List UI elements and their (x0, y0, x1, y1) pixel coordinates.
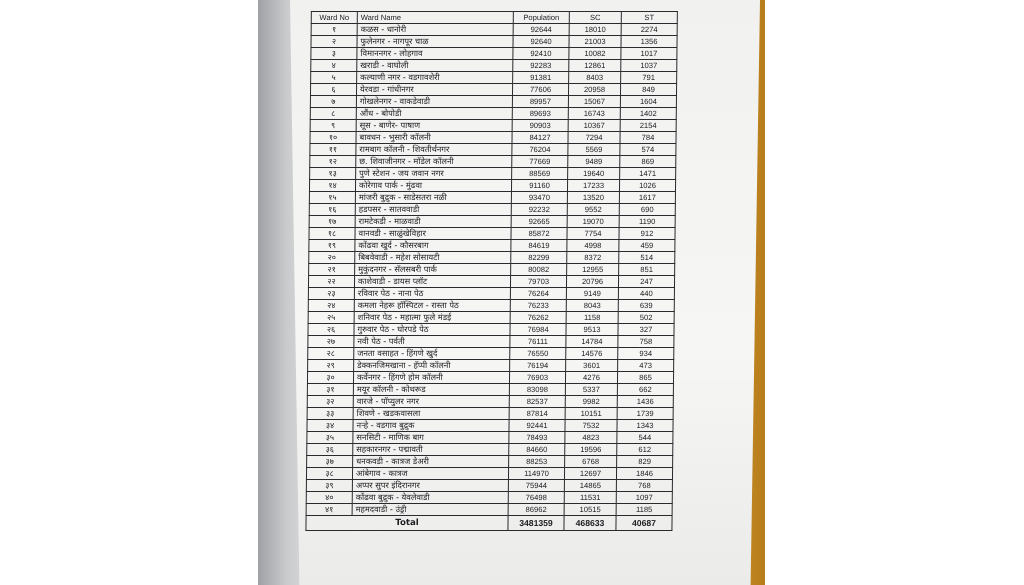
population-cell: 82299 (511, 252, 567, 264)
st-cell: 784 (620, 132, 676, 144)
sc-cell: 19070 (567, 216, 619, 228)
st-cell: 849 (620, 84, 676, 96)
ward-no-cell: ३३ (307, 408, 353, 420)
table-row (309, 180, 675, 192)
ward-name-cell: कळस - धानोरी (357, 24, 513, 36)
table-row (311, 72, 677, 84)
sc-cell: 10151 (565, 408, 617, 420)
ward-no-cell: ३० (307, 372, 353, 384)
ward-name-cell: वानवडी - साळुंखेविहार (355, 228, 511, 240)
sc-cell: 13520 (567, 192, 619, 204)
header-st: ST (621, 12, 677, 24)
table-row (309, 240, 675, 252)
st-cell: 1343 (617, 420, 673, 432)
ward-name-cell: हडपसर - सातववाडी (355, 204, 511, 216)
sc-cell: 4823 (565, 432, 617, 444)
sc-cell: 15067 (568, 96, 620, 108)
ward-no-cell: २६ (308, 324, 354, 336)
ward-name-cell: गुरुवार पेठ - घोरपडे पेठ (354, 324, 510, 336)
table-row (307, 372, 673, 384)
population-cell: 75944 (508, 480, 564, 492)
population-cell: 86962 (508, 504, 564, 516)
table-row (309, 264, 675, 276)
ward-name-cell: रामबाग कॉलनी - शिवतीर्थनगर (356, 144, 512, 156)
table-row (308, 288, 674, 300)
st-cell: 768 (616, 480, 672, 492)
population-cell: 91381 (513, 72, 569, 84)
ward-name-cell: डेक्कनजिमखाना - हॅप्पी कॉलनी (354, 360, 510, 372)
table-row (309, 204, 675, 216)
population-cell: 92665 (511, 216, 567, 228)
ward-no-cell: २० (309, 252, 355, 264)
population-cell: 80082 (511, 264, 567, 276)
sc-cell: 9982 (565, 396, 617, 408)
sc-cell: 9552 (567, 204, 619, 216)
ward-name-cell: गोखलेनगर - वाकडेवाडी (356, 96, 512, 108)
ward-no-cell: ३४ (307, 420, 353, 432)
ward-name-cell: विमाननगर - लोहगाव (357, 48, 513, 60)
st-cell: 327 (618, 324, 674, 336)
table-row (307, 384, 673, 396)
table-row (310, 144, 676, 156)
population-cell: 88253 (509, 456, 565, 468)
table-row (307, 444, 673, 456)
st-cell: 1436 (617, 396, 673, 408)
ward-name-cell: कोंढवा बुद्रुक - येवलेवाडी (352, 492, 508, 504)
population-cell: 76984 (510, 324, 566, 336)
st-cell: 1026 (619, 180, 675, 192)
table-row (309, 252, 675, 264)
sc-cell: 12697 (564, 468, 616, 480)
ward-name-cell: मुकुंदनगर - सॅलसबरी पार्क (355, 264, 511, 276)
population-cell: 76550 (510, 348, 566, 360)
ward-name-cell: कल्याणी नगर - वडगावशेरी (357, 72, 513, 84)
st-cell: 473 (618, 360, 674, 372)
ward-name-cell: येरवडा - गांधीनगर (356, 84, 512, 96)
ward-no-cell: १३ (310, 168, 356, 180)
st-cell: 690 (619, 204, 675, 216)
ward-no-cell: २७ (308, 336, 354, 348)
st-cell: 1185 (616, 504, 672, 516)
population-cell: 89957 (512, 96, 568, 108)
header-ward-no: Ward No (311, 12, 357, 24)
sc-cell: 19640 (568, 168, 620, 180)
ward-no-cell: ३९ (306, 480, 352, 492)
table-row (308, 360, 674, 372)
ward-no-cell: १० (310, 132, 356, 144)
ward-no-cell: १५ (309, 192, 355, 204)
ward-no-cell: २ (311, 36, 357, 48)
sc-cell: 14865 (564, 480, 616, 492)
st-cell: 514 (619, 252, 675, 264)
sc-cell: 12955 (567, 264, 619, 276)
st-cell: 1190 (619, 216, 675, 228)
table-row (307, 456, 673, 468)
population-cell: 85872 (511, 228, 567, 240)
sc-cell: 21003 (569, 36, 621, 48)
st-cell: 869 (620, 156, 676, 168)
sc-cell: 18010 (569, 24, 621, 36)
table-row (308, 324, 674, 336)
table-row (311, 48, 677, 60)
table-row (308, 336, 674, 348)
population-cell: 76233 (510, 300, 566, 312)
ward-name-cell: औंध - बोपोडी (356, 108, 512, 120)
header-ward-name: Ward Name (357, 12, 513, 24)
ward-no-cell: १ (311, 24, 357, 36)
population-cell: 93470 (511, 192, 567, 204)
population-cell: 76264 (510, 288, 566, 300)
st-cell: 612 (617, 444, 673, 456)
ward-no-cell: ४० (306, 492, 352, 504)
table-row (306, 468, 672, 480)
ward-name-cell: सनसिटी - माणिक बाग (353, 432, 509, 444)
table-body (306, 24, 677, 516)
ward-name-cell: शनिवार पेठ - महात्मा फुले मंडई (354, 312, 510, 324)
ward-name-cell: कर्वेनगर - हिंगणे होम कॉलनी (353, 372, 509, 384)
table-row (311, 60, 677, 72)
ward-no-cell: ६ (310, 84, 356, 96)
st-cell: 829 (617, 456, 673, 468)
st-cell: 1617 (619, 192, 675, 204)
st-cell: 1604 (620, 96, 676, 108)
sc-cell: 10367 (568, 120, 620, 132)
sc-cell: 5337 (565, 384, 617, 396)
population-cell: 76262 (510, 312, 566, 324)
sc-cell: 14784 (566, 336, 618, 348)
sc-cell: 11531 (564, 492, 616, 504)
population-cell: 76194 (510, 360, 566, 372)
ward-no-cell: ५ (311, 72, 357, 84)
population-cell: 77606 (512, 84, 568, 96)
table-row (307, 408, 673, 420)
ward-no-cell: ३८ (306, 468, 352, 480)
table-row (309, 192, 675, 204)
sc-cell: 14576 (566, 348, 618, 360)
sc-cell: 7754 (567, 228, 619, 240)
table-row (310, 120, 676, 132)
st-cell: 1402 (620, 108, 676, 120)
ward-no-cell: १६ (309, 204, 355, 216)
ward-name-cell: रविवार पेठ - नाना पेठ (354, 288, 510, 300)
ward-name-cell: जनता वसाहत - हिंगणे खुर्द (354, 348, 510, 360)
population-cell: 92232 (511, 204, 567, 216)
header-population: Population (513, 12, 569, 24)
table-row (309, 216, 675, 228)
table-row (308, 276, 674, 288)
st-cell: 502 (618, 312, 674, 324)
st-cell: 758 (618, 336, 674, 348)
st-cell: 2274 (621, 24, 677, 36)
ward-name-cell: आंबेगाव - कात्रज (352, 468, 508, 480)
ward-no-cell: ४१ (306, 504, 352, 516)
ward-name-cell: सहकारनगर - पद्मावती (353, 444, 509, 456)
st-cell: 574 (620, 144, 676, 156)
ward-no-cell: २९ (308, 360, 354, 372)
ward-no-cell: २५ (308, 312, 354, 324)
ward-no-cell: २४ (308, 300, 354, 312)
st-cell: 791 (621, 72, 677, 84)
population-cell: 83098 (509, 384, 565, 396)
ward-no-cell: ११ (310, 144, 356, 156)
population-cell: 76498 (508, 492, 564, 504)
population-cell: 90903 (512, 120, 568, 132)
sc-cell: 20796 (566, 276, 618, 288)
table-row (306, 480, 672, 492)
table-row (307, 420, 673, 432)
population-cell: 92441 (509, 420, 565, 432)
table-row (311, 24, 677, 36)
population-cell: 76111 (510, 336, 566, 348)
ward-population-document (305, 11, 677, 559)
st-cell: 247 (618, 276, 674, 288)
sc-cell: 7294 (568, 132, 620, 144)
table-row (310, 132, 676, 144)
st-cell: 865 (617, 372, 673, 384)
ward-name-cell: खराडी - वाघोली (357, 60, 513, 72)
ward-no-cell: ७ (310, 96, 356, 108)
ward-name-cell: नवी पेठ - पर्वती (354, 336, 510, 348)
ward-no-cell: २१ (309, 264, 355, 276)
sc-cell: 5569 (568, 144, 620, 156)
table-row (306, 504, 672, 516)
ward-no-cell: १२ (310, 156, 356, 168)
population-cell: 84127 (512, 132, 568, 144)
sc-cell: 16743 (568, 108, 620, 120)
table-row (306, 492, 672, 504)
ward-name-cell: महमदवाडी - उंड्री (352, 504, 508, 516)
sc-cell: 7532 (565, 420, 617, 432)
table-row (308, 348, 674, 360)
sc-cell: 9149 (566, 288, 618, 300)
table-row (307, 396, 673, 408)
ward-name-cell: फुलेनगर - नागपूर चाळ (357, 36, 513, 48)
st-cell: 662 (617, 384, 673, 396)
ward-name-cell: बावधन - भुसारी कॉलनी (356, 132, 512, 144)
population-cell: 114970 (508, 468, 564, 480)
population-cell: 78493 (509, 432, 565, 444)
ward-name-cell: छ. शिवाजीनगर - मॉडेल कॉलनी (356, 156, 512, 168)
sc-cell: 6768 (565, 456, 617, 468)
sc-cell: 10082 (569, 48, 621, 60)
ward-population-table (305, 11, 677, 531)
population-cell: 88569 (512, 168, 568, 180)
ward-name-cell: मांजरी बुद्रुक - साडेसतरा नळी (355, 192, 511, 204)
ward-name-cell: काशेवाडी - डायस प्लॉट (354, 276, 510, 288)
ward-no-cell: १७ (309, 216, 355, 228)
ward-no-cell: ३६ (307, 444, 353, 456)
sc-cell: 10515 (564, 504, 616, 516)
ward-no-cell: ९ (310, 120, 356, 132)
population-cell: 76903 (509, 372, 565, 384)
sc-cell: 12861 (569, 60, 621, 72)
st-cell: 934 (618, 348, 674, 360)
ward-name-cell: बिबवेवाडी - महेश सोसायटी (355, 252, 511, 264)
total-sc: 468633 (564, 516, 616, 531)
st-cell: 2154 (620, 120, 676, 132)
st-cell: 639 (618, 300, 674, 312)
table-row (307, 432, 673, 444)
table-row (308, 312, 674, 324)
population-cell: 87814 (509, 408, 565, 420)
st-cell: 1846 (616, 468, 672, 480)
table-row (309, 228, 675, 240)
total-population: 3481359 (508, 516, 564, 531)
st-cell: 1471 (620, 168, 676, 180)
population-cell: 84619 (511, 240, 567, 252)
total-label: Total (306, 516, 508, 531)
ward-no-cell: ३७ (307, 456, 353, 468)
population-cell: 82537 (509, 396, 565, 408)
st-cell: 912 (619, 228, 675, 240)
ward-no-cell: २३ (308, 288, 354, 300)
sc-cell: 4998 (567, 240, 619, 252)
ward-name-cell: अप्पर सुपर इंदिरानगर (352, 480, 508, 492)
population-cell: 92410 (513, 48, 569, 60)
header-sc: SC (569, 12, 621, 24)
table-row (310, 168, 676, 180)
ward-name-cell: कोरेगाव पार्क - मुंढवा (355, 180, 511, 192)
population-cell: 76204 (512, 144, 568, 156)
st-cell: 440 (618, 288, 674, 300)
population-cell: 79703 (510, 276, 566, 288)
ward-no-cell: ४ (311, 60, 357, 72)
ward-no-cell: ३ (311, 48, 357, 60)
population-cell: 84660 (509, 444, 565, 456)
ward-no-cell: ८ (310, 108, 356, 120)
ward-name-cell: कोंढवा खुर्द - कौसरबाग (355, 240, 511, 252)
ward-name-cell: मयूर कॉलनी - कोथरूड (353, 384, 509, 396)
population-cell: 92640 (513, 36, 569, 48)
table-header-row (311, 12, 677, 24)
ward-name-cell: वारजे - पॉप्युलर नगर (353, 396, 509, 408)
ward-name-cell: सूस - बाणेर- पाषाण (356, 120, 512, 132)
ward-no-cell: १८ (309, 228, 355, 240)
population-cell: 89693 (512, 108, 568, 120)
ward-no-cell: १९ (309, 240, 355, 252)
ward-no-cell: ३५ (307, 432, 353, 444)
ward-name-cell: रामटेकडी - माळवाडी (355, 216, 511, 228)
total-st: 40687 (616, 516, 672, 531)
table-row (310, 84, 676, 96)
sc-cell: 9489 (568, 156, 620, 168)
sc-cell: 8372 (567, 252, 619, 264)
table-row (310, 96, 676, 108)
total-row (306, 516, 672, 531)
table-row (310, 108, 676, 120)
ward-name-cell: धनकवडी - कात्रज डेअरी (353, 456, 509, 468)
ward-name-cell: पुणे स्टेशन - जय जवान नगर (356, 168, 512, 180)
table-row (310, 156, 676, 168)
sc-cell: 1158 (566, 312, 618, 324)
table-row (308, 300, 674, 312)
ward-no-cell: १४ (309, 180, 355, 192)
population-cell: 77669 (512, 156, 568, 168)
population-cell: 92644 (513, 24, 569, 36)
ward-no-cell: ३१ (307, 384, 353, 396)
population-cell: 91160 (511, 180, 567, 192)
st-cell: 459 (619, 240, 675, 252)
ward-name-cell: शिवणे - खडकवासला (353, 408, 509, 420)
st-cell: 1037 (621, 60, 677, 72)
st-cell: 1097 (616, 492, 672, 504)
sc-cell: 4276 (565, 372, 617, 384)
sc-cell: 8043 (566, 300, 618, 312)
sc-cell: 20958 (568, 84, 620, 96)
table-row (311, 36, 677, 48)
ward-name-cell: कमला नेहरू हॉस्पिटल - रास्ता पेठ (354, 300, 510, 312)
ward-no-cell: २२ (308, 276, 354, 288)
ward-no-cell: २८ (308, 348, 354, 360)
sc-cell: 19596 (565, 444, 617, 456)
sc-cell: 17233 (567, 180, 619, 192)
st-cell: 851 (619, 264, 675, 276)
st-cell: 1017 (621, 48, 677, 60)
st-cell: 544 (617, 432, 673, 444)
sc-cell: 3601 (566, 360, 618, 372)
st-cell: 1739 (617, 408, 673, 420)
sc-cell: 8403 (569, 72, 621, 84)
population-cell: 92283 (513, 60, 569, 72)
st-cell: 1356 (621, 36, 677, 48)
sc-cell: 9513 (566, 324, 618, 336)
ward-name-cell: नऱ्हे - वडगाव बुद्रुक (353, 420, 509, 432)
ward-no-cell: ३२ (307, 396, 353, 408)
